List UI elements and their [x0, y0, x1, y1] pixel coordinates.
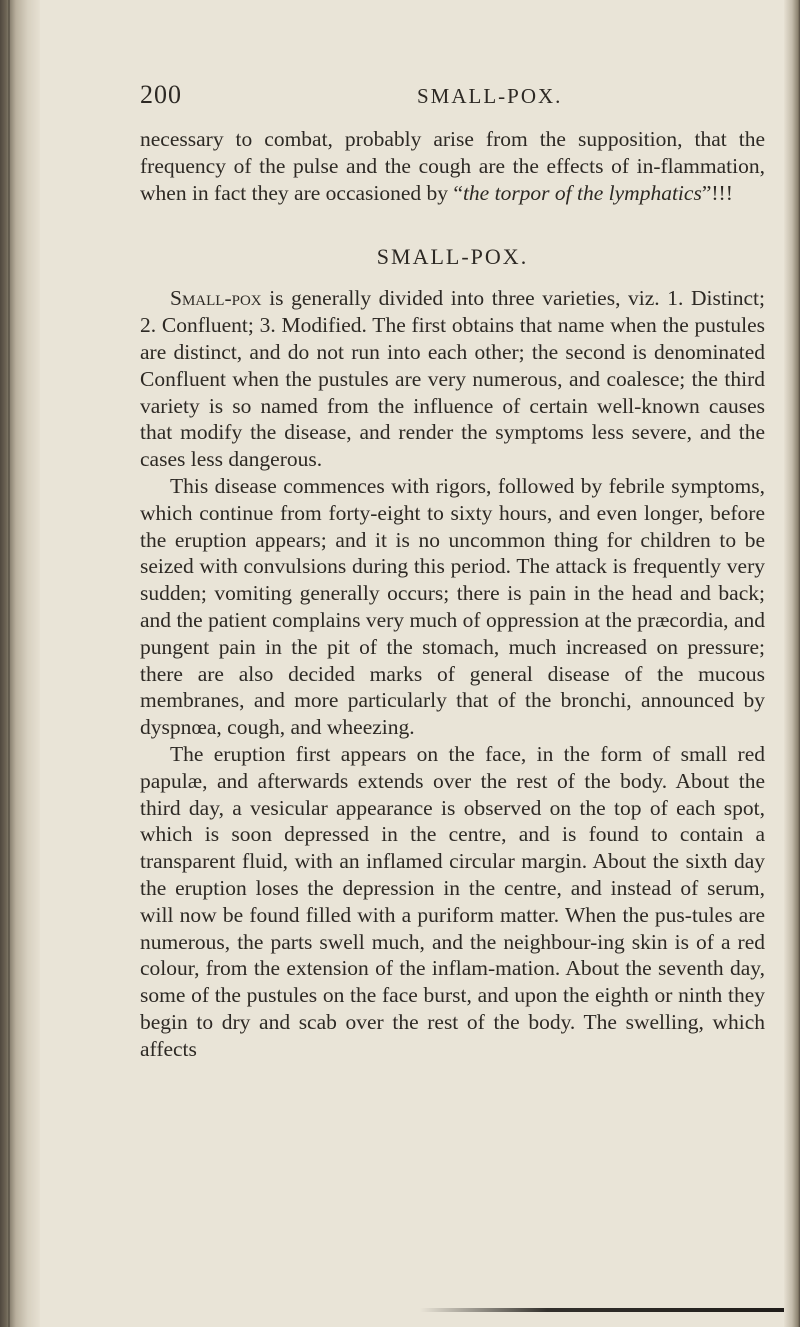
section-title: SMALL-POX.	[376, 244, 529, 270]
section-body	[140, 285, 765, 1062]
intro-italic-phrase: the torpor of the lymphatics	[462, 180, 702, 205]
bottom-rule	[420, 1308, 784, 1312]
paragraph-text: is generally divided into three varieties, viz. 1. Distinct; 2. Confluent; 3. Modified. The first obtains that name when the pustules are distinct, and do not run into each other; the second is denominated Confluent when the pustules are very numerous, and coalesce; the third variety is so named from the influence of certain well-known causes that modify the disease, and render the symptoms less severe, and the cases less dangerous.	[140, 286, 765, 472]
running-title: SMALL-POX.	[417, 84, 563, 108]
intro-text: necessary to combat, probably arise from the supposition, that the frequency of the pulse and the cough are the effects of in-flammation, when in fact they are occasioned by “	[140, 127, 765, 205]
book-page	[140, 80, 765, 1063]
page-number: 200	[140, 80, 182, 109]
paragraph-varieties	[140, 285, 765, 473]
paragraph-symptoms: This disease commences with rigors, followed by febrile symptoms, which continue from forty-eight to sixty hours, and even longer, before the eruption appears; and it is no uncommon thing for children to be seized with convulsions during this period. The attack is frequently very sudden; vomiting generally occurs; there is pain in the head and back; and the patient complains very much of oppression at the præcordia, and pungent pain in the pit of the stomach, much increased on pressure; there are also decided marks of general disease of the mucous membranes, and more particularly that of the bronchi, announced by dyspnœa, cough, and wheezing.	[140, 473, 765, 740]
intro-paragraph	[140, 126, 765, 206]
paragraph-eruption: The eruption first appears on the face, in the form of small red papulæ, and afterwards extends over the rest of the body. About the third day, a vesicular appearance is observed on the top of each spot, which is soon depressed in the centre, and is found to contain a transparent fluid, with an inflamed circular margin. About the sixth day the eruption loses the depression in the centre, and instead of serum, will now be found filled with a puriform matter. When the pus-tules are numerous, the parts swell much, and the neighbour-ing skin is of a red colour, from the extension of the inflam-mation. About the seventh day, some of the pustules on the face burst, and upon the eighth or ninth they begin to dry and scab over the rest of the body. The swelling, which affects	[140, 741, 765, 1061]
page-right-edge	[784, 0, 800, 1327]
intro-tail: ”!!!	[701, 180, 733, 205]
running-head	[140, 80, 765, 114]
book-binding-edge	[0, 0, 40, 1327]
paragraph-lead-smallcaps: Small-pox	[170, 286, 262, 311]
